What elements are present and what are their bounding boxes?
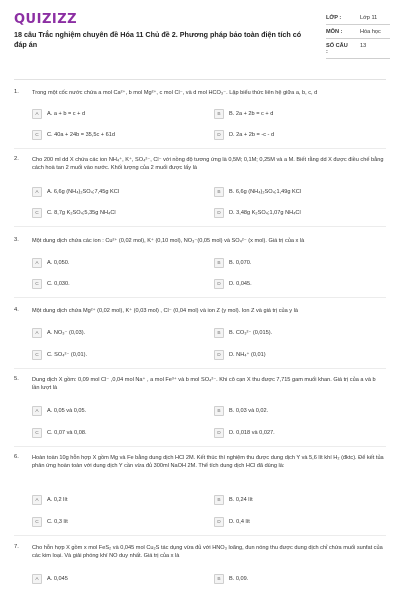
option-key: D [214, 517, 224, 527]
option-key: C [32, 517, 42, 527]
meta-class-row [326, 14, 390, 25]
option-text: D. 3,48g K₂SO₄;1,07g NH₄Cl [229, 210, 301, 216]
option-key: D [214, 130, 224, 140]
question-text: Hoàn toàn 10g hỗn hợp X gồm Mg và Fe bằng dung dịch HCl 2M. Kết thúc thí nghiệm thu được dung dịch Y và 5,6 lít khí H₂ (đktc). Để kết tủa phản ứng hoàn toàn với dung dịch Y cần vừa đủ 300ml NaOH 2M. Thể tích dung dịch HCl đã dùng là: [32, 455, 384, 470]
option-text: B. 6,6g (NH₄)₂SO₄;1,49g KCl [229, 189, 302, 195]
option-text: D. 0,4 lít [229, 519, 250, 525]
count-label: SỐ CÂU : [326, 43, 348, 55]
option-text: A. 0,2 lít [47, 497, 68, 503]
option-d[interactable] [214, 517, 384, 527]
class-label: LỚP : [326, 15, 342, 21]
option-b[interactable] [214, 109, 384, 119]
question-number: 7. [14, 544, 19, 550]
question-divider [14, 446, 386, 447]
question-text: Một dung dịch chứa Mg²⁺ (0,02 mol), K⁺ (0,03 mol) , Cl⁻ (0,04 mol) và ion Z (y mol). Ion Z và giá trị của y là [32, 308, 298, 314]
option-text: B. CO₃²⁻ (0,015). [229, 330, 273, 336]
option-text: B. 0,09. [229, 576, 249, 582]
option-text: B. 0,24 lít [229, 497, 253, 503]
option-key: D [214, 350, 224, 360]
option-text: C. 40a + 24b = 35,5c + 61d [47, 132, 115, 138]
option-key: D [214, 208, 224, 218]
question-text: Trong một cốc nước chứa a mol Ca²⁺, b mol Mg²⁺, c mol Cl⁻, và d mol HCO₃⁻. Lập biểu thức liên hệ giữa a, b, c, d [32, 90, 318, 96]
meta-count-row [326, 42, 390, 59]
option-text: B. 0,03 và 0,02. [229, 408, 269, 414]
question-divider [14, 297, 386, 298]
option-a[interactable] [32, 328, 202, 338]
question-text: Cho 200 ml dd X chứa các ion NH₄⁺, K⁺, SO₄²⁻, Cl⁻ với nồng độ tương ứng là 0,5M; 0,1M; 0,25M và a M. Biết rằng dd X được điều chế bằng cách hoà tan 2 muối vào nước. Khối lượng của 2 muối được lấy là [32, 157, 384, 172]
question-number: 5. [14, 376, 19, 382]
meta-panel [326, 14, 390, 62]
option-text: C. 0,07 và 0,08. [47, 430, 87, 436]
header-divider [14, 79, 386, 80]
option-text: A. a + b = c + d [47, 111, 86, 117]
option-text: C. 0,3 lít [47, 519, 68, 525]
option-d[interactable] [214, 279, 384, 289]
option-text: B. 2a + 2b = c + d [229, 111, 274, 117]
question-text: Dung dịch X gồm: 0,09 mol Cl⁻ ,0,04 mol Na⁺ , a mol Fe³⁺ và b mol SO₄²⁻. Khi cô cạn X thu được 7,715 gam muối khan. Giá trị của a và b lần lượt là [32, 377, 376, 392]
option-key: C [32, 208, 42, 218]
option-text: D. 0,045. [229, 281, 252, 287]
option-key: A [32, 187, 42, 197]
option-c[interactable] [32, 428, 202, 438]
question-number: 1. [14, 89, 19, 95]
option-c[interactable] [32, 279, 202, 289]
question-divider [14, 148, 386, 149]
option-a[interactable] [32, 574, 202, 584]
option-key: B [214, 187, 224, 197]
option-key: A [32, 258, 42, 268]
question-number: 2. [14, 156, 19, 162]
question-number: 4. [14, 307, 19, 313]
option-key: C [32, 350, 42, 360]
option-c[interactable] [32, 130, 202, 140]
meta-subject-row [326, 28, 390, 39]
option-key: B [214, 258, 224, 268]
option-key: D [214, 279, 224, 289]
option-key: A [32, 109, 42, 119]
option-b[interactable] [214, 495, 384, 505]
option-text: A. 6,6g (NH₄)₂SO₄;7,45g KCl [47, 189, 120, 195]
option-key: D [214, 428, 224, 438]
count-value: 13 [360, 43, 367, 49]
option-key: C [32, 428, 42, 438]
option-key: A [32, 574, 42, 584]
option-key: C [32, 279, 42, 289]
option-a[interactable] [32, 258, 202, 268]
option-text: D. NH₄⁺ (0,01) [229, 352, 266, 358]
option-key: C [32, 130, 42, 140]
option-d[interactable] [214, 428, 384, 438]
question-number: 3. [14, 237, 19, 243]
subject-label: MÔN : [326, 29, 343, 35]
option-text: C. 0,030. [47, 281, 70, 287]
option-b[interactable] [214, 187, 384, 197]
option-a[interactable] [32, 406, 202, 416]
option-key: A [32, 495, 42, 505]
question-divider [14, 226, 386, 227]
option-a[interactable] [32, 187, 202, 197]
option-text: C. 8,7g K₂SO₄;5,35g NH₄Cl [47, 210, 116, 216]
option-c[interactable] [32, 517, 202, 527]
option-text: C. SO₄²⁻ (0,01). [47, 352, 88, 358]
option-b[interactable] [214, 574, 384, 584]
brand-logo: QUIZIZZ [14, 12, 78, 27]
question-text: Một dung dịch chứa các ion : Cu²⁺ (0,02 mol), K⁺ (0,10 mol), NO₃⁻(0,05 mol) và SO₄²⁻ (x mol). Giá trị của x là [32, 238, 305, 244]
option-key: A [32, 328, 42, 338]
option-a[interactable] [32, 109, 202, 119]
option-a[interactable] [32, 495, 202, 505]
question-number: 6. [14, 454, 19, 460]
option-text: D. 2a + 2b = -c - d [229, 132, 275, 138]
class-value: Lớp 11 [360, 15, 378, 21]
option-key: B [214, 495, 224, 505]
question-divider [14, 368, 386, 369]
option-b[interactable] [214, 328, 384, 338]
question-divider [14, 535, 386, 536]
option-d[interactable] [214, 130, 384, 140]
option-key: B [214, 406, 224, 416]
option-text: A. NO₃⁻ (0,03). [47, 330, 86, 336]
option-key: B [214, 109, 224, 119]
option-text: D. 0,018 và 0,027. [229, 430, 275, 436]
option-key: A [32, 406, 42, 416]
option-c[interactable] [32, 208, 202, 218]
option-d[interactable] [214, 350, 384, 360]
option-b[interactable] [214, 406, 384, 416]
option-key: B [214, 328, 224, 338]
worksheet-title: 18 câu Trắc nghiệm chuyên đề Hóa 11 Chủ đề 2. Phương pháp bảo toàn điện tích có đáp án [14, 30, 302, 49]
option-text: A. 0,05 và 0,05. [47, 408, 87, 414]
option-d[interactable] [214, 208, 384, 218]
subject-value: Hóa học [360, 29, 381, 35]
option-b[interactable] [214, 258, 384, 268]
option-text: A. 0,050. [47, 260, 70, 266]
option-c[interactable] [32, 350, 202, 360]
option-text: A. 0,045 [47, 576, 68, 582]
option-text: B. 0,070. [229, 260, 252, 266]
question-text: Cho hỗn hợp X gồm x mol FeS₂ và 0,045 mol Cu₂S tác dụng vừa đủ với HNO₃ loãng, đun nóng thu được dung dịch chỉ chứa muối sunfat của các kim loại. Và giải phóng khí NO duy nhất. Giá trị của x là [32, 545, 383, 560]
option-key: B [214, 574, 224, 584]
